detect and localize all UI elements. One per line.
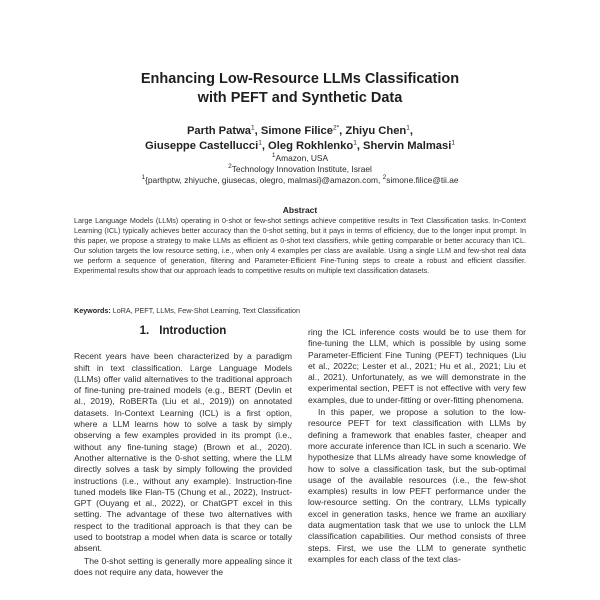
paragraph: The 0-shot setting is generally more appealing since it does not require any data, however the	[74, 555, 292, 577]
left-column	[74, 322, 292, 579]
author-name: Oleg Rokhlenko	[268, 140, 354, 152]
author-affiliation-mark: 1	[353, 139, 357, 147]
abstract-text: Large Language Models (LLMs) operating in 0-shot or few-shot settings achieve competitive results in Text Classification tasks. In-Context Learning (ICL) typically achieves better accuracy than the 0-shot setting, but it pays in terms of efficiency, due to the longer input prompt. In this paper, we propose a strategy to make LLMs as efficient as 0-shot text classifiers, while getting comparable or better accuracy than ICL. Our solution targets the low resource setting, i.e., when only 4 examples per class are available. Using a single LLM and few-shot real data we perform a sequence of generation, filtering and Parameter-Efficient Fine-Tuning steps to create a robust and efficient classifier. Experimental results show that our approach leads to competitive results on multiple text classification datasets.	[74, 216, 526, 275]
title-line-1: Enhancing Low-Resource LLMs Classification	[140, 71, 460, 87]
author-affiliation-mark: 1	[251, 124, 255, 132]
section-heading	[74, 326, 292, 337]
author-name: Zhiyu Chen	[345, 125, 407, 137]
author-name: Giuseppe Castellucci	[145, 140, 259, 152]
author-affiliation-mark: 2*	[332, 124, 340, 132]
author-name: Simone Filice	[260, 125, 333, 137]
author-affiliation-mark: 1	[406, 124, 410, 132]
keywords-text: LoRA, PEFT, LLMs, Few-Shot Learning, Text Classification	[112, 306, 300, 315]
author-affiliation-mark: 1	[258, 139, 262, 147]
email-amazon: {parthptw, zhiyuche, giusecas, olegro, malmasi}@amazon.com,	[145, 175, 381, 185]
paragraph: In this paper, we propose a solution to the low-resource PEFT for text classification with LLMs by defining a framework that enables faster, cheaper and more accurate inference than ICL in such a scenario. We hypothesize that LLMs already have some knowledge of how to solve a classification task, but the sub-optimal usage of the available resources (i.e., the few-shot examples) results in low PEFT performance under the low-resource setting. On the contrary, LLMs typically excel in generation tasks, hence we frame an auxiliary data augmentation task that we use to unlock the LLM classification capabilities. Our method consists of three steps. First, we use the LLM to generate synthetic examples for each class of the text clas-	[308, 407, 526, 564]
email-tii: simone.filice@tii.ae	[386, 175, 459, 185]
author-name: Parth Patwa	[186, 125, 252, 137]
title-line-2: with PEFT and Synthetic Data	[197, 90, 403, 106]
section-title: Introduction	[159, 325, 227, 337]
affiliation-1: $^1$Amazon, USA	[271, 152, 329, 163]
author-list	[0, 124, 600, 154]
author-line-1: Parth Patwa$^1$, Simone Filice$^{2*}$, Zhiyu Chen$^1$,	[186, 124, 414, 137]
author-line-2: Giuseppe Castellucci$^1$, Oleg Rokhlenko$^1$, Shervin Malmasi$^1$	[145, 139, 455, 152]
abstract-heading: Abstract	[282, 205, 318, 215]
paragraph: ring the ICL inference costs would be to use them for fine-tuning the LLM, which is possible by using some Parameter-Efficient Fine Tuning (PEFT) techniques (Liu et al., 2022c; Lester et al., 2021; Hu et al., 2021; Liu et al., 2021). Unfortunately, as we will demonstrate in the experimental section, PEFT is not effective with very few examples, due to under-fitting or over-fitting phenomena.	[308, 327, 526, 405]
paper-title	[0, 70, 600, 108]
affiliations	[0, 153, 600, 186]
affiliation-2: $^2$Technology Innovation Institute, Israel	[228, 163, 372, 174]
keywords	[74, 306, 526, 316]
author-emails: $^1${parthptw, zhiyuche, giusecas, olegro, malmasi}@amazon.com, $^2$simone.filice@tii.ae	[141, 174, 459, 185]
keywords-label: Keywords:	[74, 306, 111, 315]
author-affiliation-mark: 1	[451, 139, 455, 147]
section-number: 1.	[139, 325, 150, 337]
paragraph: Recent years have been characterized by a paradigm shift in text classification. Large Language Models (LLMs) offer valid alternatives to the traditional approach of fine-tuning pre-trained models (e.g., BERT (Devlin et al., 2019), RoBERTa (Liu et al., 2019)) on annotated datasets. In-Context Learning (ICL) is a first option, where a LLM learns how to solve a task by simply observing a few examples provided in its prompt (i.e., without any fine-tuning stage) (Brown et al., 2020). Another alternative is the 0-shot setting, where the LLM directly solves a task by simply following the provided instructions (i.e., without any example). Instruction-fine tuned models like Flan-T5 (Chung et al., 2022), Instruct-GPT (Ouyang et al., 2022), or ChatGPT excel in this setting. The advantage of these two alternatives with respect to the traditional approach is that they can be used to bootstrap a model when data is scarce or totally absent.	[74, 351, 292, 554]
author-name: Shervin Malmasi	[363, 140, 452, 152]
right-column	[308, 327, 526, 566]
